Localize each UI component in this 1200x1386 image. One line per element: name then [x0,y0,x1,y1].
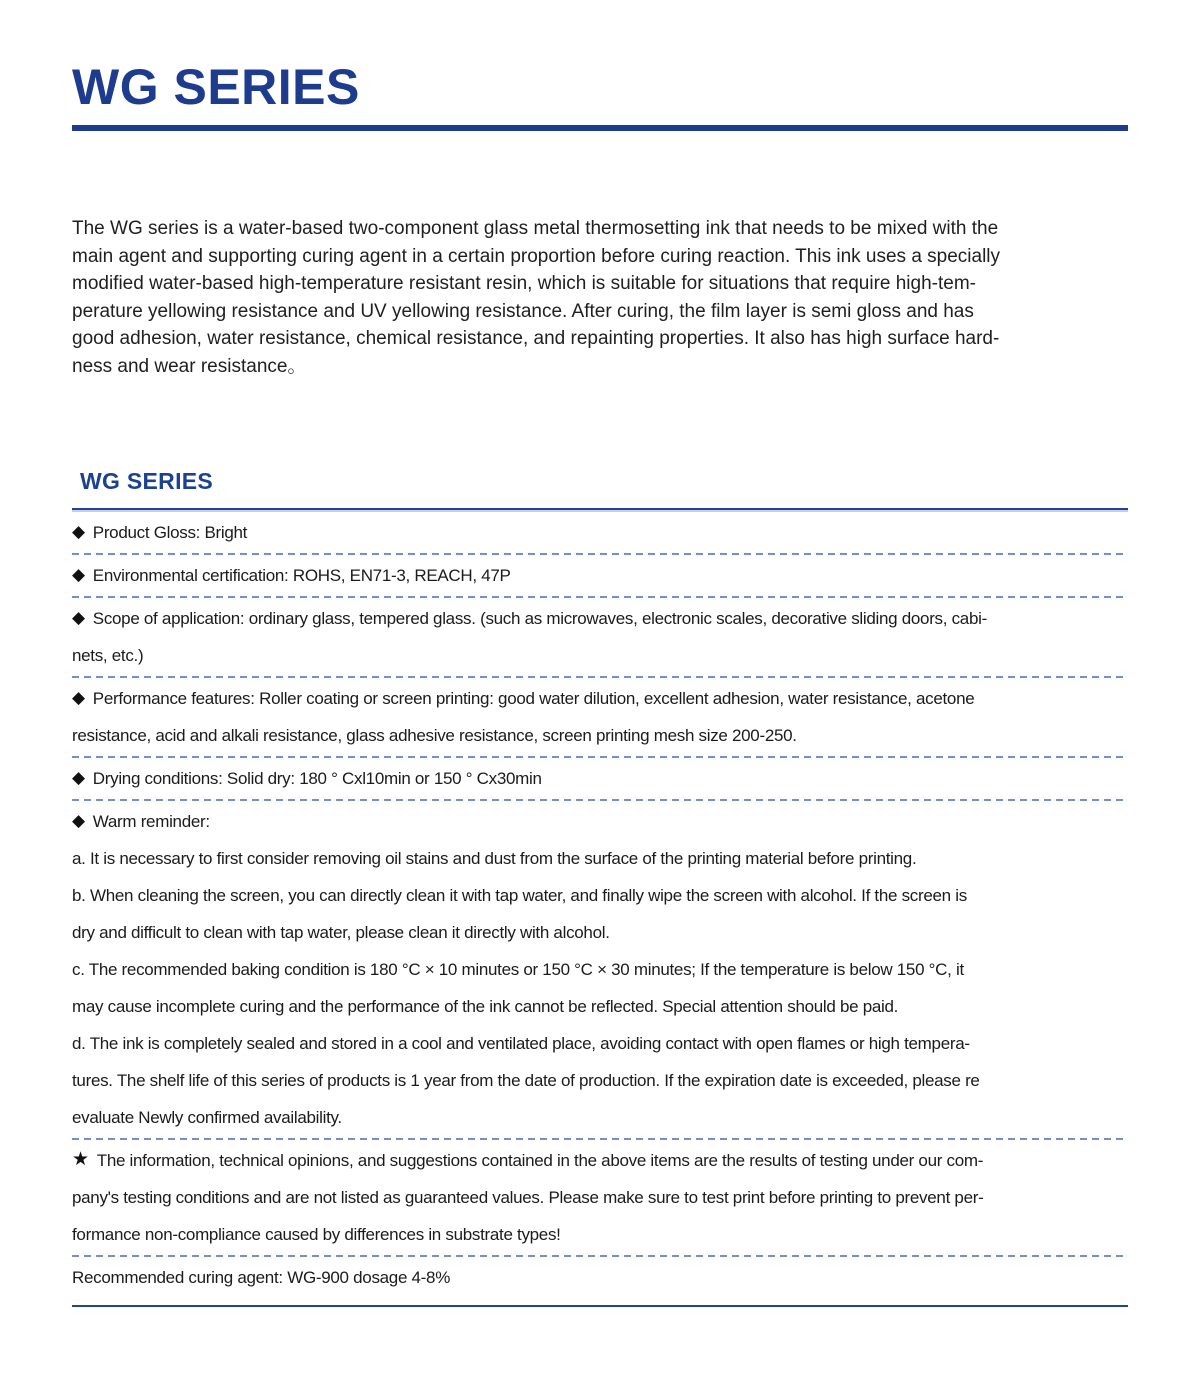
intro-line: good adhesion, water resistance, chemical resistance, and repainting properties. It also has high surface hard- [72,328,1000,349]
intro-line: modified water-based high-temperature resistant resin, which is suitable for situations that require high-tem- [72,273,976,294]
spec-text: Scope of application: ordinary glass, tempered glass. (such as microwaves, electronic scales, decorative sliding doors, cabi- [92,609,987,628]
dashed-separator [72,1255,1128,1257]
diamond-bullet-icon: ◆ [72,565,85,584]
diamond-bullet-icon: ◆ [72,688,85,707]
spec-line: resistance, acid and alkali resistance, glass adhesive resistance, screen printing mesh size 200-250. [72,726,797,745]
dashed-separator [72,1138,1128,1140]
spec-line: formance non-compliance caused by differences in substrate types! [72,1225,561,1244]
bottom-rule [72,1305,1128,1307]
diamond-bullet-icon: ◆ [72,811,85,830]
spec-item-scope-of-application [72,599,1128,675]
spec-item-drying-conditions [72,759,1128,798]
diamond-bullet-icon: ◆ [72,768,85,787]
spec-item-product-gloss [72,513,1128,552]
heading-rule [72,508,1128,510]
spec-text: The information, technical opinions, and suggestions contained in the above items are the results of testing under our com- [96,1151,984,1170]
intro-line: perature yellowing resistance and UV yellowing resistance. After curing, the film layer is semi gloss and has [72,300,974,322]
dashed-separator [72,799,1128,801]
diamond-bullet-icon: ◆ [72,608,85,627]
title-rule [72,125,1128,131]
spec-line [72,803,1128,840]
spec-line [72,600,1128,637]
intro-line: ness and wear resistance。 [72,355,307,377]
spec-line: dry and difficult to clean with tap water, please clean it directly with alcohol. [72,923,610,942]
spec-item-recommended-curing-agent [72,1258,1128,1297]
dashed-separator [72,756,1128,758]
spec-text: Environmental certification: ROHS, EN71-3, REACH, 47P [92,566,511,585]
intro-paragraph [72,215,1128,380]
spec-line: tures. The shelf life of this series of products is 1 year from the date of production. If the expiration date is exceeded, please re [72,1071,980,1090]
spec-line: Recommended curing agent: WG-900 dosage 4-8% [72,1268,451,1287]
spec-line [72,514,1128,551]
diamond-bullet-icon: ◆ [72,522,85,541]
spec-line [72,760,1128,797]
spec-line: b. When cleaning the screen, you can directly clean it with tap water, and finally wipe the screen with alcohol. If the screen is [72,886,967,905]
spec-line: pany's testing conditions and are not listed as guaranteed values. Please make sure to test print before printing to prevent per- [72,1188,984,1207]
spec-line: evaluate Newly confirmed availability. [72,1108,342,1127]
dashed-separator [72,596,1128,598]
intro-line: The WG series is a water-based two-component glass metal thermosetting ink that needs to be mixed with the [72,218,999,239]
spec-line [72,557,1128,594]
spec-item-performance-features [72,679,1128,755]
dashed-separator [72,676,1128,678]
spec-line: c. The recommended baking condition is 180 °C × 10 minutes or 150 °C × 30 minutes; If the temperature is below 150 °C, it [72,960,964,979]
spec-item-disclaimer [72,1141,1128,1254]
spec-text: Product Gloss: Bright [92,523,248,542]
spec-text: Performance features: Roller coating or screen printing: good water dilution, excellent adhesion, water resistance, acetone [92,689,975,708]
spec-item-environmental-certification [72,556,1128,595]
intro-line: main agent and supporting curing agent in a certain proportion before curing reaction. This ink uses a specially [72,245,1001,267]
section-heading: WG SERIES [80,468,214,494]
spec-text: Drying conditions: Solid dry: 180 ° Cxl10min or 150 ° Cx30min [92,769,542,788]
spec-line: may cause incomplete curing and the performance of the ink cannot be reflected. Special attention should be paid. [72,997,899,1016]
star-icon: ★ [72,1149,89,1170]
page-title: WG SERIES [72,59,360,115]
spec-line: a. It is necessary to first consider removing oil stains and dust from the surface of the printing material before printing. [72,849,917,868]
spec-line [72,1142,1128,1179]
spec-line: d. The ink is completely sealed and stored in a cool and ventilated place, avoiding contact with open flames or high tempera- [72,1034,970,1053]
spec-line: nets, etc.) [72,646,144,665]
spec-item-warm-reminder [72,802,1128,1137]
spec-text: Warm reminder: [92,812,210,831]
spec-line [72,680,1128,717]
dashed-separator [72,553,1128,555]
spec-list [72,513,1128,1297]
